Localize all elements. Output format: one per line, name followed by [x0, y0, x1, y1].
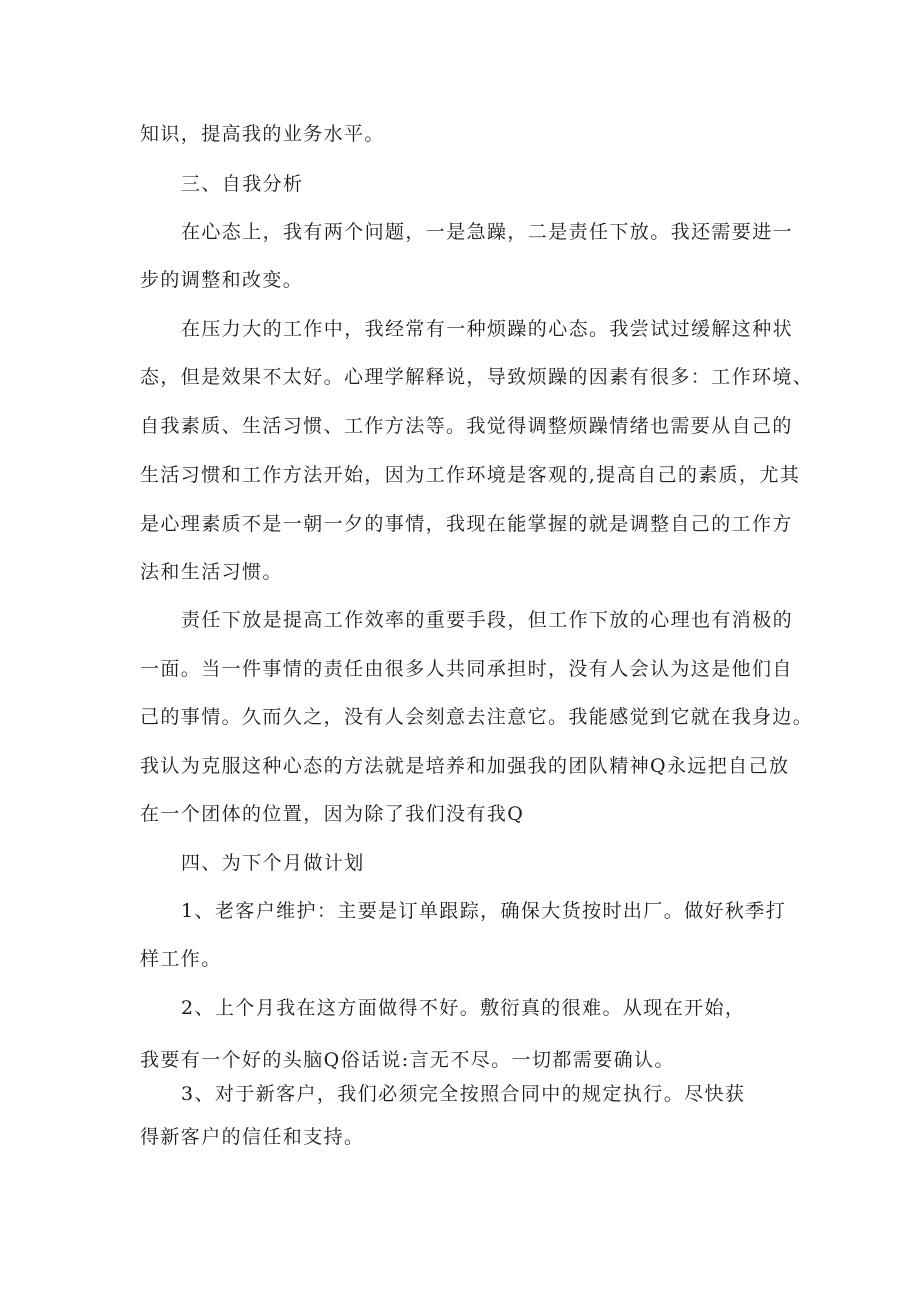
- section-heading-self-analysis: 三、自我分析: [181, 173, 304, 195]
- paragraph-line: 我认为克服这种心态的方法就是培养和加强我的团队精神Q永远把自己放: [140, 755, 790, 777]
- paragraph-line: 责任下放是提高工作效率的重要手段，但工作下放的心理也有消极的: [181, 609, 794, 631]
- paragraph-line: 态，但是效果不太好。心理学解释说，导致烦躁的因素有很多：工作环境、: [140, 366, 814, 388]
- section-heading-next-month-plan: 四、为下个月做计划: [181, 852, 365, 874]
- paragraph-line: 在压力大的工作中，我经常有一种烦躁的心态。我尝试过缓解这种状: [181, 318, 794, 340]
- list-item-line: 样工作。: [140, 948, 222, 970]
- paragraph-line: 生活习惯和工作方法开始，因为工作环境是客观的,提高自己的素质，尤其: [140, 464, 801, 486]
- paragraph-line: 在心态上，我有两个问题，一是急躁，二是责任下放。我还需要进一: [181, 221, 794, 243]
- paragraph-line: 一面。当一件事情的责任由很多人共同承担时，没有人会认为这是他们自: [140, 658, 793, 680]
- list-item-line: 2、上个月我在这方面做得不好。敷衍真的很难。从现在开始，: [181, 997, 746, 1019]
- list-item-line: 我要有一个好的头脑Q俗话说:言无不尽。一切都需要确认。: [140, 1049, 675, 1071]
- paragraph-line: 法和生活习惯。: [140, 561, 283, 583]
- list-item-line: 3、对于新客户，我们必须完全按照合同中的规定执行。尽快获: [181, 1083, 746, 1105]
- paragraph-line: 是心理素质不是一朝一夕的事情，我现在能掌握的就是调整自己的工作方: [140, 513, 793, 535]
- paragraph-line: 己的事情。久而久之，没有人会刻意去注意它。我能感觉到它就在我身边。: [140, 706, 814, 728]
- paragraph-line: 自我素质、生活习惯、工作方法等。我觉得调整烦躁情绪也需要从自己的: [140, 415, 793, 437]
- paragraph-line: 步的调整和改变。: [140, 269, 304, 291]
- list-item-line: 1、老客户维护：主要是订单跟踪，确保大货按时出厂。做好秋季打: [181, 900, 787, 922]
- paragraph-line: 知识，提高我的业务水平。: [140, 123, 385, 145]
- paragraph-line: 在一个团体的位置，因为除了我们没有我Q: [140, 803, 525, 825]
- list-item-line: 得新客户的信任和支持。: [140, 1126, 365, 1148]
